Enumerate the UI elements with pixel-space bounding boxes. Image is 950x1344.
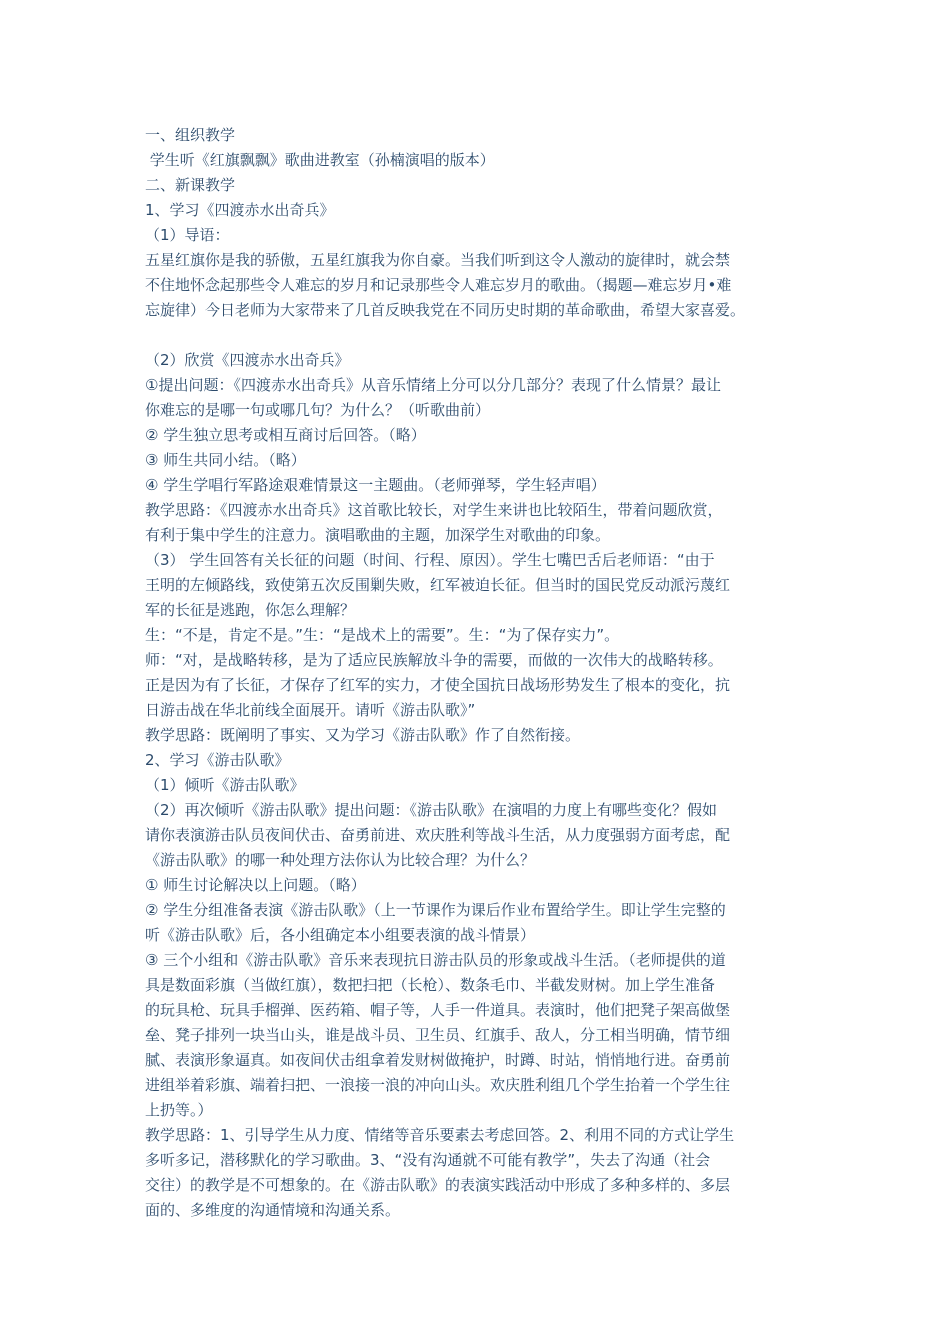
text-line: （2）欣赏《四渡赤水出奇兵》 <box>145 351 350 369</box>
section-heading-1: 一、组织教学 <box>145 126 236 144</box>
text-line: 的玩具枪、玩具手榴弹、医药箱、帽子等，人手一件道具。表演时，他们把凳子架高做堡 <box>145 1001 731 1019</box>
text-line: 上扔等。） <box>145 1101 213 1119</box>
text-line: ② 学生独立思考或相互商讨后回答。（略） <box>145 426 426 444</box>
text-line: ① 师生讨论解决以上问题。（略） <box>145 876 366 894</box>
text-line: 交往）的教学是不可想象的。在《游击队歌》的表演实践活动中形成了多种多样的、多层 <box>145 1176 731 1194</box>
text-line: ①提出问题：《四渡赤水出奇兵》从音乐情绪上分可以分几部分？表现了什么情景？最让 <box>145 376 721 394</box>
text-line: ④ 学生学唱行军路途艰难情景这一主题曲。（老师弹琴，学生轻声唱） <box>145 476 606 494</box>
text-line: （1）导语： <box>145 226 230 244</box>
text-line: 《游击队歌》的哪一种处理方法你认为比较合理？为什么？ <box>145 851 536 869</box>
text-line: 听《游击队歌》后，各小组确定本小组要表演的战斗情景） <box>145 926 536 944</box>
text-line: 面的、多维度的沟通情境和沟通关系。 <box>145 1201 401 1219</box>
text-line: 教学思路：既阐明了事实、又为学习《游击队歌》作了自然衔接。 <box>145 726 581 744</box>
text-line: 教学思路：《四渡赤水出奇兵》这首歌比较长，对学生来讲也比较陌生，带着问题欣赏， <box>145 501 723 519</box>
text-line: 师：“对，是战略转移，是为了适应民族解放斗争的需要，而做的一次伟大的战略转移。 <box>145 651 723 669</box>
text-line: 生：“不是，肯定不是。”生：“是战术上的需要”。生：“为了保存实力”。 <box>145 626 620 644</box>
text-line: 多听多记，潜移默化的学习歌曲。3、“没有沟通就不可能有教学”，失去了沟通（社会 <box>145 1151 711 1169</box>
blank-line <box>145 323 810 348</box>
text-line: （3） 学生回答有关长征的问题（时间、行程、原因）。学生七嘴巴舌后老师语：“由于 <box>145 551 715 569</box>
text-line: 你难忘的是哪一句或哪几句？为什么？（听歌曲前） <box>145 401 491 419</box>
text-line: 具是数面彩旗（当做红旗），数把扫把（长枪）、数条毛巾、半截发财树。加上学生准备 <box>145 976 716 994</box>
text-line: 正是因为有了长征，才保存了红军的实力，才使全国抗日战场形势发生了根本的变化，抗 <box>145 676 731 694</box>
text-line: 请你表演游击队员夜间伏击、奋勇前进、欢庆胜利等战斗生活，从力度强弱方面考虑，配 <box>145 826 731 844</box>
text-line: 军的长征是逃跑，你怎么理解？ <box>145 601 356 619</box>
text-line: 王明的左倾路线，致使第五次反围剿失败，红军被迫长征。但当时的国民党反动派污蔑红 <box>145 576 731 594</box>
text-line: 学生听《红旗飘飘》歌曲进教室（孙楠演唱的版本） <box>145 151 495 169</box>
text-line: 有利于集中学生的注意力。演唱歌曲的主题，加深学生对歌曲的印象。 <box>145 526 611 544</box>
text-line: 腻、表演形象逼真。如夜间伏击组拿着发财树做掩护，时蹲、时站，悄悄地行进。奋勇前 <box>145 1051 731 1069</box>
text-line: ③ 师生共同小结。（略） <box>145 451 306 469</box>
text-line: 日游击战在华北前线全面展开。请听《游击队歌》” <box>145 701 476 719</box>
text-line: 垒、凳子排列一块当山头，谁是战斗员、卫生员、红旗手、敌人，分工相当明确，情节细 <box>145 1026 731 1044</box>
document-body <box>145 123 810 1223</box>
text-line: （1）倾听《游击队歌》 <box>145 776 305 794</box>
text-line: （2）再次倾听《游击队歌》提出问题：《游击队歌》在演唱的力度上有哪些变化？假如 <box>145 801 718 819</box>
subsection-heading: 2、学习《游击队歌》 <box>145 751 290 769</box>
text-line: 忘旋律）今日老师为大家带来了几首反映我党在不同历史时期的革命歌曲，希望大家喜爱。 <box>145 301 746 319</box>
text-line: 五星红旗你是我的骄傲，五星红旗我为你自豪。当我们听到这令人激动的旋律时，就会禁 <box>145 251 731 269</box>
section-heading-2: 二、新课教学 <box>145 176 236 194</box>
text-line: 不住地怀念起那些令人难忘的岁月和记录那些令人难忘岁月的歌曲。（揭题—难忘岁月•难 <box>145 276 732 294</box>
text-line: 教学思路：1、引导学生从力度、情绪等音乐要素去考虑回答。2、利用不同的方式让学生 <box>145 1126 735 1144</box>
text-line: 进组举着彩旗、端着扫把、一浪接一浪的冲向山头。欢庆胜利组几个学生抬着一个学生往 <box>145 1076 731 1094</box>
text-line: ③ 三个小组和《游击队歌》音乐来表现抗日游击队员的形象或战斗生活。（老师提供的道 <box>145 951 726 969</box>
text-line: ② 学生分组准备表演《游击队歌》（上一节课作为课后作业布置给学生。即让学生完整的 <box>145 901 726 919</box>
subsection-heading: 1、学习《四渡赤水出奇兵》 <box>145 201 335 219</box>
